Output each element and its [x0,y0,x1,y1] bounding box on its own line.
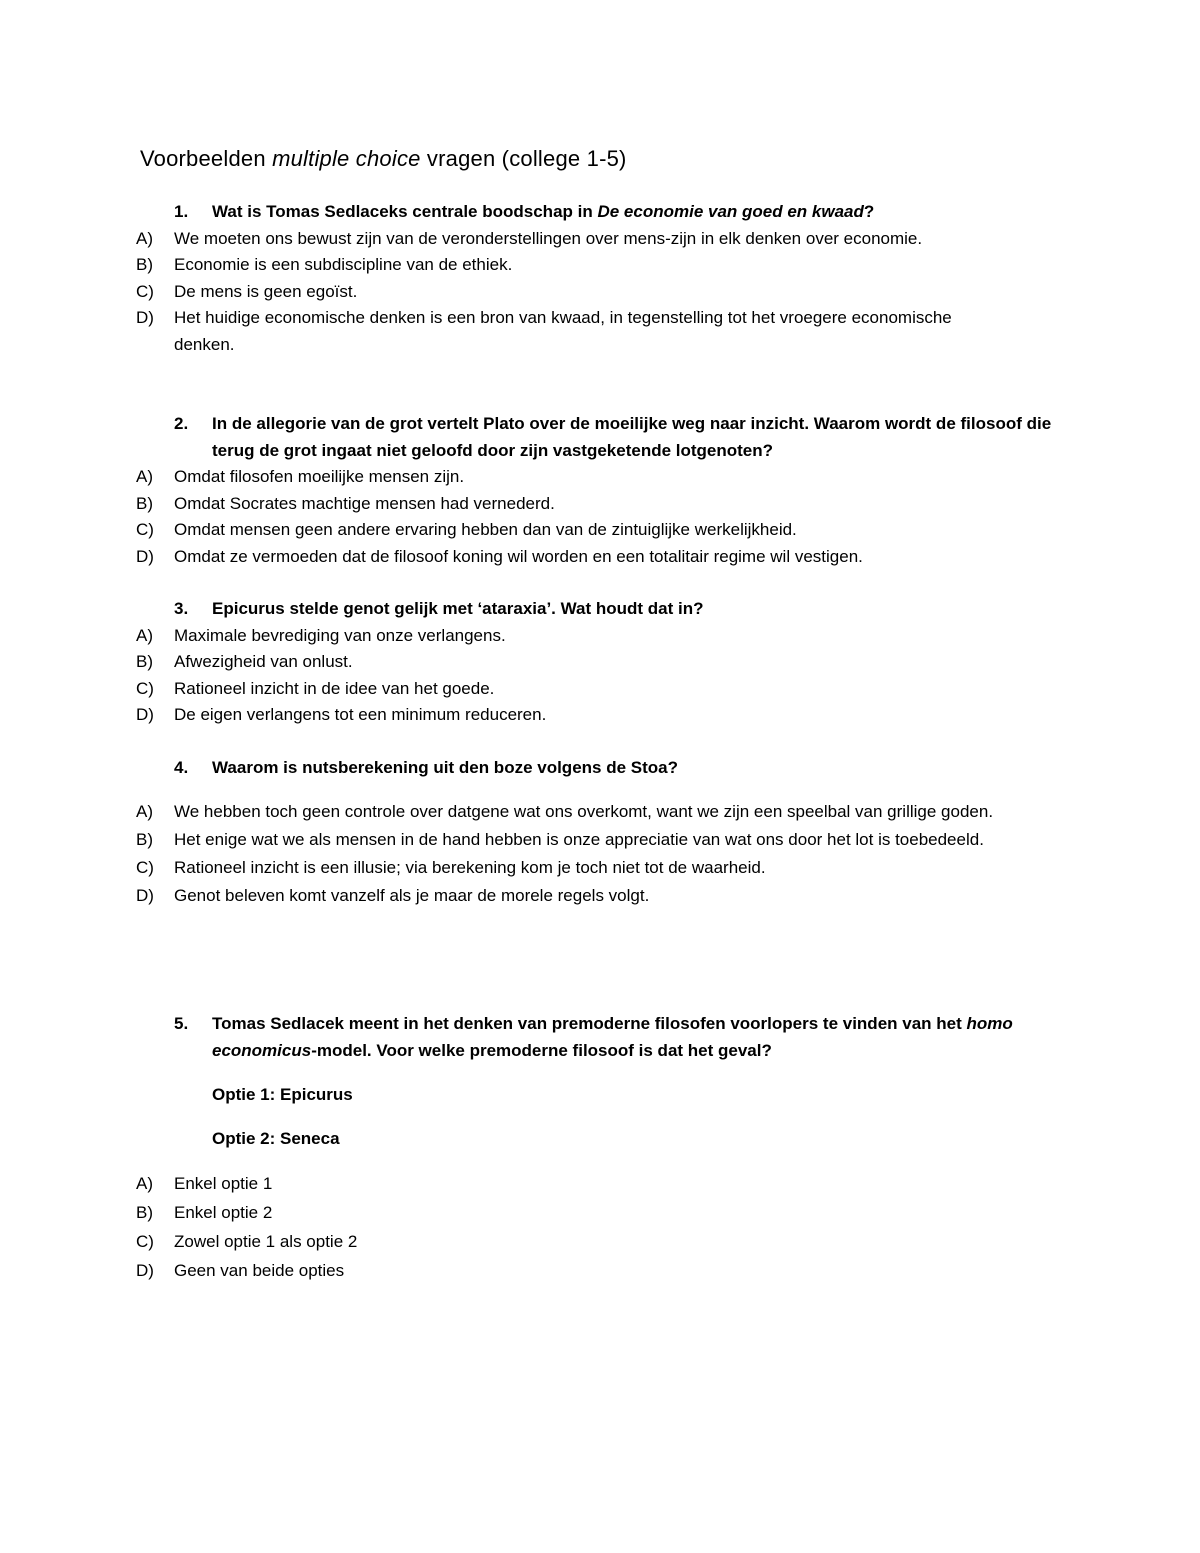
answer-option-c [136,854,1074,882]
option-text: Omdat filosofen moeilijke mensen zijn. [174,467,465,486]
question-text [174,411,1062,464]
question-text-part: Wat is Tomas Sedlaceks centrale boodschap in [212,202,598,221]
question-text-part: In de allegorie van de grot vertelt Plato over de moeilijke weg naar inzicht. Waarom wordt de filosoof die terug de grot ingaat niet geloofd door zijn vastgeketende lotgenoten? [212,414,1052,460]
option-text: Het huidige economische denken is een bron van kwaad, in tegenstelling tot het vroegere economische denken. [174,308,952,354]
option-text: Afwezigheid van onlust. [174,652,353,671]
option-text: Omdat Socrates machtige mensen had vernederd. [174,493,555,513]
question-1 [136,199,1074,358]
option-text: Enkel optie 1 [174,1174,273,1193]
title-text-italic: multiple choice [272,146,421,171]
option-text: Omdat mensen geen andere ervaring hebben dan van de zintuiglijke werkelijkheid. [174,520,797,539]
option-label: D) [136,1261,154,1280]
option-label: B) [136,493,153,513]
question-text-part: Waarom is nutsberekening uit den boze volgens de Stoa? [212,758,678,777]
option-label: A) [136,228,153,248]
option-label: B) [136,829,153,849]
question-number: 4. [174,758,189,777]
answer-option-b [136,491,1074,518]
question-2 [136,411,1074,570]
answer-option-d [136,882,1074,910]
question-text [174,199,1074,226]
option-label: C) [136,281,154,301]
question-text-italic: homo economicus [212,1014,1013,1060]
answer-option-a [136,623,1074,650]
option-label: C) [136,520,154,539]
option-label: C) [136,857,154,877]
question-text [174,1011,1072,1064]
answer-option-a [136,226,1074,253]
answer-option-d [136,1256,1074,1285]
option-label: A) [136,801,153,821]
option-text: Economie is een subdiscipline van de ethiek. [174,255,513,274]
answer-option-b [136,649,1074,676]
option-text: Zowel optie 1 als optie 2 [174,1232,358,1251]
question-text-part: -model. Voor welke premoderne filosoof is dat het geval? [311,1040,772,1060]
question-text-part: ? [863,202,875,221]
option-label: A) [136,1174,153,1193]
question-number: 3. [174,599,189,618]
option-text: De eigen verlangens tot een minimum reduceren. [174,705,547,724]
option-text: Omdat ze vermoeden dat de filosoof koning wil worden en een totalitair regime wil vestigen. [174,546,863,566]
title-text-2: vragen (college 1-5) [420,146,627,171]
answer-option-a [136,464,1074,491]
option-label: C) [136,1232,154,1251]
option-text: We hebben toch geen controle over datgene wat ons overkomt, want we zijn een speelbal van grillige goden. [174,801,994,821]
question-text-part: Tomas Sedlacek meent in het denken van premoderne filosofen voorlopers te vinden van het [212,1014,967,1033]
option-label: A) [136,467,153,486]
question-text [174,755,1074,782]
option-text: Genot beleven komt vanzelf als je maar de morele regels volgt. [174,885,650,905]
option-statement-2: Optie 2: Seneca [212,1128,340,1148]
answer-option-c [136,517,1074,544]
option-statement-1: Optie 1: Epicurus [212,1085,353,1104]
option-text: Rationeel inzicht in de idee van het goede. [174,678,495,698]
answer-option-d [136,305,1074,358]
question-number: 2. [174,414,189,433]
answer-option-d [136,544,1074,571]
option-text: Maximale bevrediging van onze verlangens. [174,625,506,645]
option-label: D) [136,885,154,905]
answer-option-a [136,798,1074,826]
question-text-italic: De economie van goed en kwaad [597,202,864,221]
option-label: D) [136,308,154,327]
option-text: Enkel optie 2 [174,1203,273,1222]
question-number: 1. [174,202,189,221]
question-3 [136,596,1074,729]
page-title [140,146,627,172]
question-number: 5. [174,1014,189,1033]
answer-option-d [136,702,1074,729]
option-label: D) [136,705,154,724]
title-text-1: Voorbeelden [140,146,273,171]
option-label: A) [136,625,153,645]
answer-option-b [136,1198,1074,1227]
option-label: C) [136,678,154,698]
question-4 [136,755,1074,910]
option-label: D) [136,546,154,566]
option-text: Rationeel inzicht is een illusie; via berekening kom je toch niet tot de waarheid. [174,857,766,877]
answer-option-c [136,279,1074,306]
option-label: B) [136,1203,153,1222]
answer-option-b [136,826,1074,854]
answer-option-c [136,1227,1074,1256]
answer-option-b [136,252,1074,279]
question-text-part: Epicurus stelde genot gelijk met ‘ataraxia’. Wat houdt dat in? [212,599,704,618]
option-text: We moeten ons bewust zijn van de veronderstellingen over mens-zijn in elk denken over economie. [174,228,923,248]
option-text: Het enige wat we als mensen in de hand hebben is onze appreciatie van wat ons door het lot is toebedeeld. [174,829,984,849]
option-text: Geen van beide opties [174,1261,345,1280]
option-text: De mens is geen egoïst. [174,281,358,301]
option-label: B) [136,255,153,274]
answer-option-c [136,676,1074,703]
option-label: B) [136,652,153,671]
question-5 [136,1011,1074,1285]
question-text [174,596,1074,623]
answer-option-a [136,1169,1074,1198]
